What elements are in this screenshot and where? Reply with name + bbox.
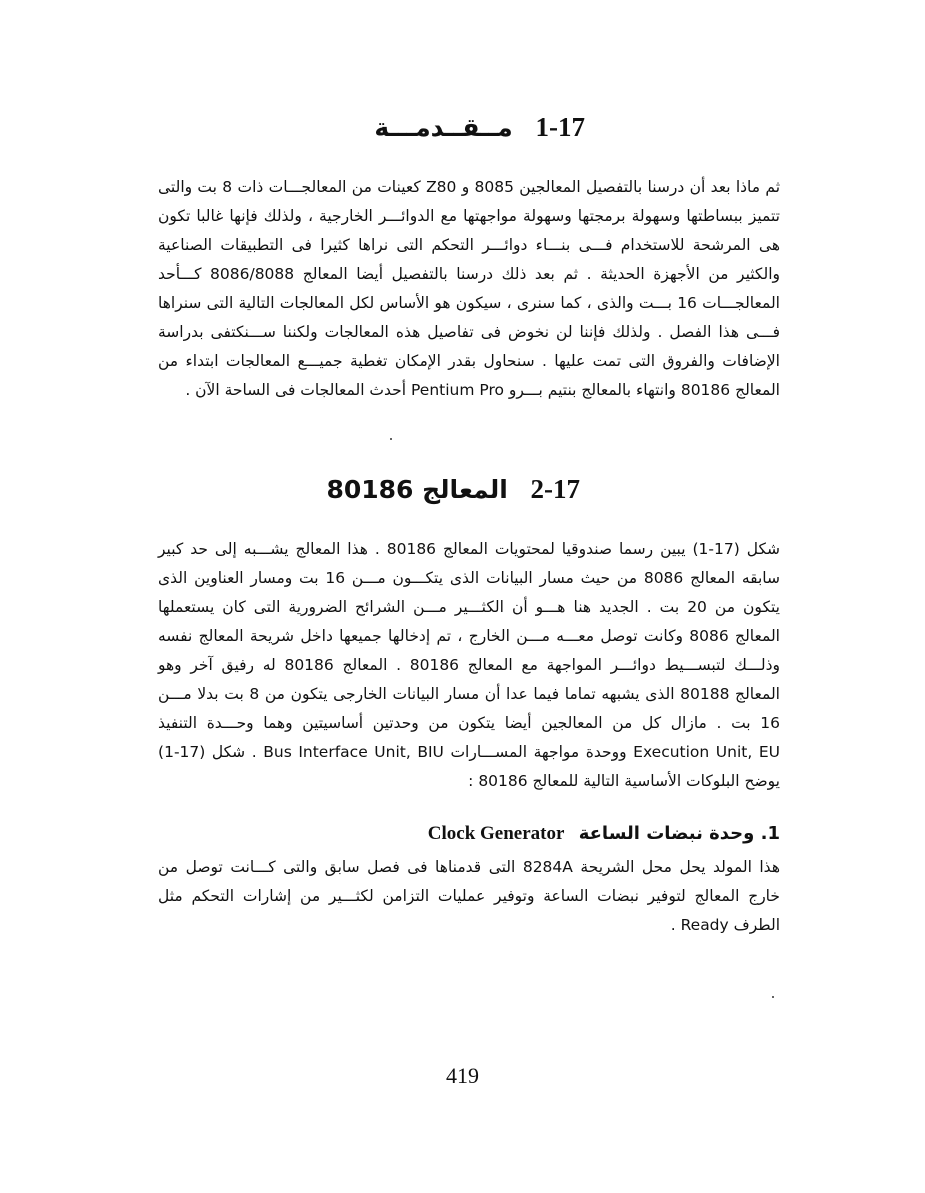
section-number: 2-17 [530,474,580,504]
section-title: المعالج 80186 [326,475,508,504]
introduction-paragraph: ثم ماذا بعد أن درسنا بالتفصيل المعالجين 8085 و Z80 كعينات من المعالجـــات ذات 8 بت والتى تتميز ببساطتها وسهولة برمجتها وسهولة مواجهتها مع الدوائـــر الخارجية ، ولذلك فإنها غالبا تكون هى المرشحة للاستخدام فـــى بنـــاء دوائـــر التحكم التى نراها كثيرا فى التطبيقات الصناعية والكثير من الأجهزة الحديثة . ثم بعد ذلك درسنا بالتفصيل أيضا المعالج 8086/8088 كـــأحد المعالجـــات 16 بـــت والذى ، كما سنرى ، سيكون هو الأساس لكل المعالجات التالية التى سنراها فـــى هذا الفصل . ولذلك فإننا لن نخوض فى تفاصيل هذه المعالجات ولكننا ســـنكتفى بدراسة الإضافات والفروق التى تمت عليها . سنحاول بقدر الإمكان تغطية جميـــع المعالجات ابتداء من المعالج 80186 وانتهاء بالمعالج بنتيم بـــرو Pentium Pro أحدث المعالجات فى الساحة الآن . [158,178,781,399]
page-number: 419 [446,1063,479,1088]
clock-generator-paragraph: هذا المولد يحل محل الشريحة 8284A التى قدمناها فى فصل سابق والتى كـــانت توصل من خارج المعالج لتوفير نبضات الساعة وتوفير عمليات التزامن لكثـــير من إشارات التحكم مثل الطرف Ready . [158,858,780,934]
scan-speck [772,996,774,998]
subsection-title-english: Clock Generator [427,823,565,844]
section-heading-introduction [374,112,585,143]
subsection-heading-clock-generator [428,823,780,845]
section-number: 1-17 [535,112,585,142]
section-title: مــقــدمـــة [374,113,513,142]
subsection-number: 1. [760,823,780,844]
processor-80186-paragraph: شكل (17-1) يبين رسما صندوقيا لمحتويات المعالج 80186 . هذا المعالج يشـــبه إلى حد كبير سابقه المعالج 8086 من حيث مسار البيانات الذى يتكـــون مـــن 16 بت ومسار العناوين الذى يتكون من 20 بت . الجديد هنا هـــو أن الكثـــير مـــن الشرائح الضرورية التى كان يستعملها المعالج 8086 وكانت توصل معـــه مـــن الخارج ، تم إدخالها جميعها داخل شريحة المعالج نفسه وذلـــك لتبســـيط دوائـــر المواجهة مع المعالج 80186 . المعالج 80186 له رفيق آخر وهو المعالج 80188 الذى يشبهه تماما فيما عدا أن مسار البيانات الخارجى يتكون من 8 بت بدلا مـــن 16 بت . مازال كل من المعالجين أيضا يتكون من وحدتين أساسيتين وهما وحـــدة التنفيذ Execution Unit, EU ووحدة مواجهة المســـارات Bus Interface Unit, BIU . شكل (17-1) يوضح البلوكات الأساسية التالية للمعالج 80186 : [158,540,781,790]
subsection-title: وحدة نبضات الساعة [578,823,755,844]
section-heading-80186 [326,474,580,505]
scan-speck [390,438,392,440]
